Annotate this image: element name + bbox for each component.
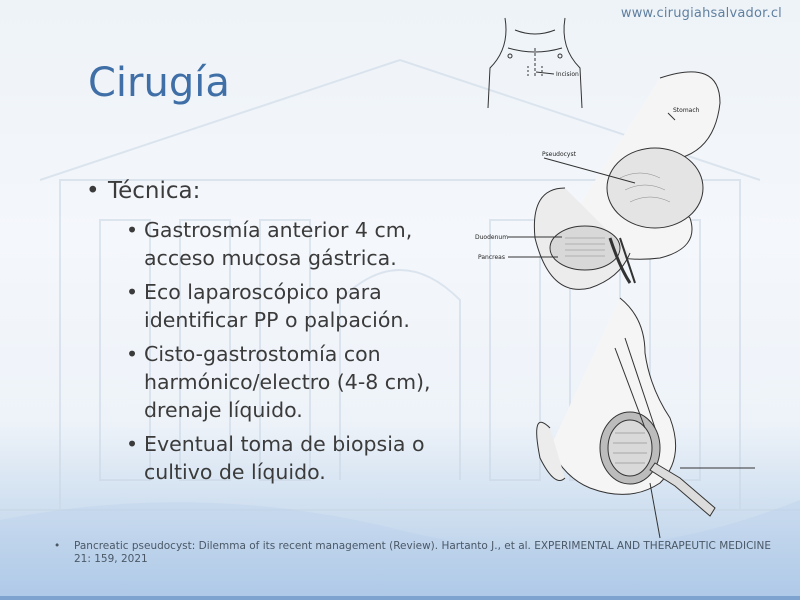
sub-bullet-text: Eventual toma de biopsia o cultivo de líquido.	[144, 432, 425, 484]
torso-drawing	[488, 18, 582, 108]
bullet-marker: •	[86, 178, 100, 204]
sub-bullet-marker: •	[126, 280, 139, 304]
footnote-text: Pancreatic pseudocyst: Dilemma of its recent management (Review). Hartanto J., et al. EXPERIMENTAL AND THERAPEUTIC MEDICINE 21: 159, 2021	[74, 540, 772, 565]
stomach-label: Stomach	[673, 107, 700, 114]
bullet-content	[86, 176, 466, 492]
footnote-bullet: •	[54, 540, 61, 552]
bottom-band	[0, 596, 800, 600]
site-url: www.cirugiahsalvador.cl	[620, 6, 782, 21]
duodenum-label: Duodenum	[475, 234, 509, 241]
stomach-pseudocyst-drawing	[508, 72, 720, 290]
sub-bullet-marker: •	[126, 218, 139, 242]
sub-bullet-item	[126, 430, 466, 486]
sub-bullet-list	[126, 216, 466, 486]
sub-bullet-marker: •	[126, 342, 139, 366]
sub-bullet-item	[126, 216, 466, 272]
pancreas-label: Pancreas	[478, 254, 505, 261]
sub-bullet-text: Cisto-gastrostomía con harmónico/electro (4-8 cm), drenaje líquido.	[144, 342, 431, 422]
sub-bullet-item	[126, 278, 466, 334]
pseudocyst-label: Pseudocyst	[542, 151, 576, 158]
sub-bullet-text: Gastrosmía anterior 4 cm, acceso mucosa gástrica.	[144, 218, 413, 270]
cystgastrostomy-drawing	[537, 298, 755, 538]
bullet-text: Técnica:	[108, 178, 201, 204]
reference-footnote	[54, 540, 774, 566]
surgical-illustration	[470, 8, 790, 548]
bullet-level1	[86, 176, 466, 206]
incision-label: Incision	[556, 71, 579, 78]
sub-bullet-text: Eco laparoscópico para identificar PP o palpación.	[144, 280, 410, 332]
slide-title: Cirugía	[88, 60, 230, 106]
sub-bullet-item	[126, 340, 466, 424]
sub-bullet-marker: •	[126, 432, 139, 456]
